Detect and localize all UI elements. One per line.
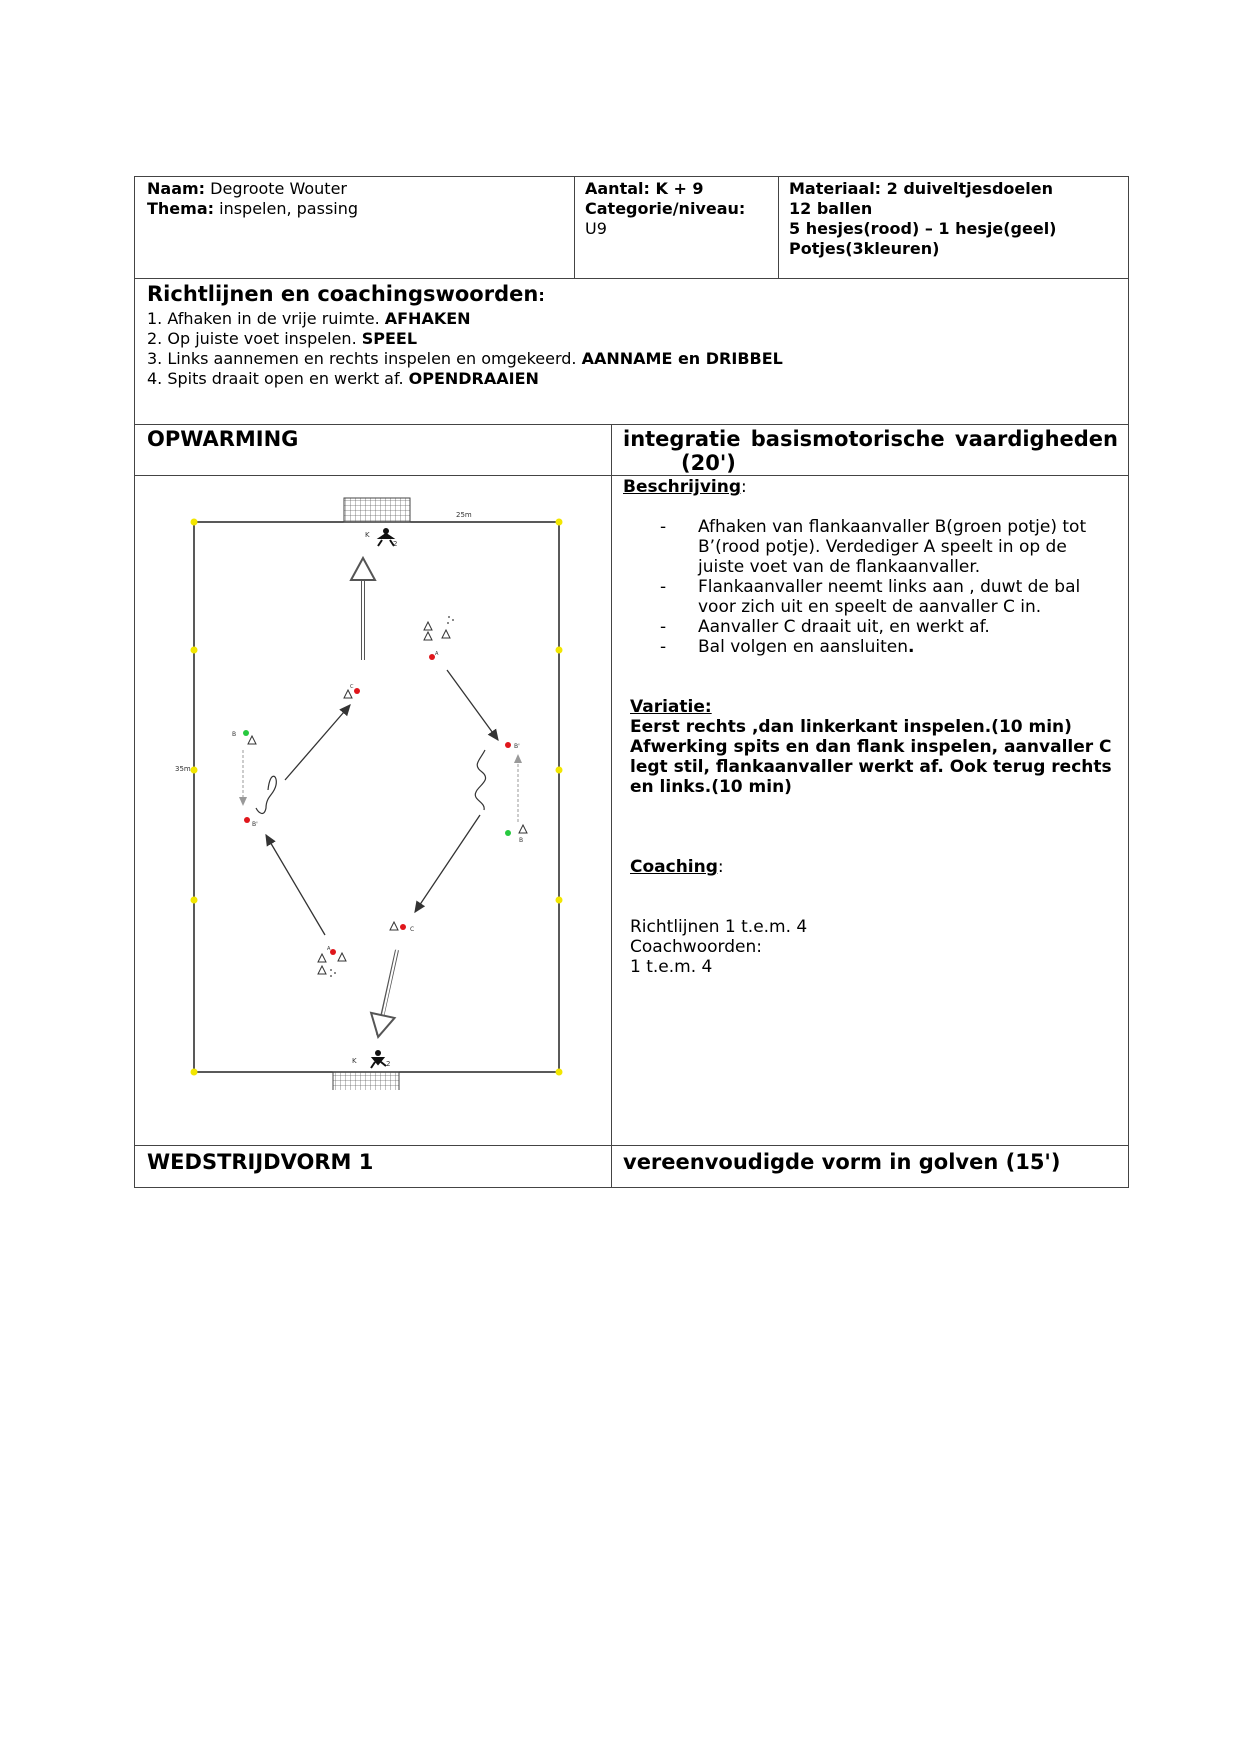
wedstrijd-subtitle: vereenvoudigde vorm in golven (15') [623, 1150, 1061, 1174]
svg-text:A: A [435, 651, 439, 657]
width-label: 25m [456, 511, 472, 519]
field-outline [194, 522, 559, 1072]
guidelines-title: Richtlijnen en coachingswoorden: [147, 282, 545, 306]
cone-marker [390, 922, 398, 930]
header-naam-thema [147, 179, 567, 219]
player-red [244, 817, 250, 823]
aantal-line: Aantal: K + 9 [585, 179, 704, 198]
table-border-right [1128, 176, 1129, 1188]
coaching-line: Coachwoorden: [630, 937, 762, 957]
materiaal-line: 5 hesjes(rood) – 1 hesje(geel) [789, 219, 1057, 238]
cone-marker [424, 622, 432, 630]
header-aantal-categorie [585, 179, 775, 239]
variatie-line: en links.(10 min) [630, 777, 792, 797]
player-green [505, 830, 511, 836]
pass-arrow [285, 705, 350, 780]
svg-text:B': B' [252, 821, 258, 828]
beschrijving-heading: Beschrijving: [623, 477, 747, 497]
warmup-subtitle-line: integratie basismotorische vaardigheden [623, 427, 1118, 451]
cone-marker [344, 690, 352, 698]
naam-line: Naam: Degroote Wouter [147, 179, 347, 198]
svg-text:K: K [352, 1057, 357, 1065]
svg-text:C: C [350, 684, 354, 690]
table-divider-col2 [778, 176, 779, 279]
yellow-cone [191, 767, 198, 774]
cone-marker [248, 736, 256, 744]
svg-text:K: K [365, 531, 370, 539]
guideline-item: 4. Spits draait open en werkt af. OPENDRAAIEN [147, 369, 539, 388]
yellow-cone [556, 897, 563, 904]
warmup-subtitle-line: (20') [681, 451, 736, 475]
pass-arrow [447, 670, 498, 740]
table-divider-center [611, 424, 612, 1188]
cone-marker [519, 825, 527, 833]
categorie-value: U9 [585, 219, 607, 238]
yellow-cone [191, 897, 198, 904]
guideline-item: 2. Op juiste voet inspelen. SPEEL [147, 329, 418, 348]
dribble-path [475, 750, 485, 810]
table-divider-wedstrijd [134, 1145, 1129, 1146]
coaching-heading: Coaching: [630, 857, 724, 877]
warmup-subtitle [623, 427, 1118, 475]
coaching-section [630, 857, 1120, 977]
player-red [330, 949, 336, 955]
svg-text:B': B' [514, 743, 520, 750]
players [232, 616, 527, 977]
variatie-line: Eerst rechts ,dan linkerkant inspelen.(10 min) [630, 717, 1072, 737]
table-divider-header [134, 278, 1129, 279]
dribble-path [256, 776, 276, 813]
table-divider-col1 [574, 176, 575, 279]
yellow-cone [556, 519, 563, 526]
wedstrijd-title: WEDSTRIJDVORM 1 [147, 1150, 374, 1174]
goal-top [344, 498, 410, 522]
beschrijving-item: - Flankaanvaller neemt links aan , duwt de bal voor zich uit en speelt de aanvaller C in. [630, 577, 1118, 617]
player-red [505, 742, 511, 748]
yellow-cone [556, 647, 563, 654]
header-materiaal [789, 179, 1124, 259]
cone-marker [442, 630, 450, 638]
cone-marker [318, 954, 326, 962]
yellow-cone [191, 1069, 198, 1076]
svg-text:A: A [327, 946, 331, 952]
materiaal-line: Materiaal: 2 duiveltjesdoelen [789, 179, 1053, 198]
player-red [400, 924, 406, 930]
yellow-cone [556, 767, 563, 774]
cone-marker [424, 632, 432, 640]
beschrijving-list [630, 517, 1118, 657]
svg-text:B: B [232, 731, 237, 738]
table-border-top [134, 176, 1129, 177]
guidelines-section [147, 281, 1117, 389]
yellow-cone [556, 1069, 563, 1076]
svg-text:B: B [519, 837, 524, 844]
svg-text:2: 2 [386, 1060, 391, 1068]
svg-text:2: 2 [393, 540, 398, 548]
categorie-label: Categorie/niveau: [585, 199, 746, 218]
coaching-line: 1 t.e.m. 4 [630, 957, 713, 977]
exercise-diagram [170, 490, 590, 1090]
shot-arrow-inner [379, 950, 397, 1033]
pass-arrow [266, 835, 325, 935]
materiaal-line: 12 ballen [789, 199, 873, 218]
yellow-cone [191, 647, 198, 654]
thema-line: Thema: inspelen, passing [147, 199, 359, 218]
goal-bottom [333, 1072, 399, 1090]
variatie-line: Afwerking spits en dan flank inspelen, aanvaller C [630, 737, 1112, 757]
player-green [243, 730, 249, 736]
table-divider-guidelines [134, 424, 1129, 425]
beschrijving-item: - Aanvaller C draait uit, en werkt af. [630, 617, 1118, 637]
guideline-item: 3. Links aannemen en rechts inspelen en omgekeerd. AANNAME en DRIBBEL [147, 349, 783, 368]
cone-marker [318, 966, 326, 974]
beschrijving-item: - Bal volgen en aansluiten. [630, 637, 1118, 657]
materiaal-line: Potjes(3kleuren) [789, 239, 940, 258]
table-border-bottom [134, 1187, 1129, 1188]
player-red [354, 688, 360, 694]
variatie-heading: Variatie: [630, 697, 712, 717]
guideline-item: 1. Afhaken in de vrije ruimte. AFHAKEN [147, 309, 471, 328]
goalkeeper-bottom [352, 1050, 390, 1068]
goalkeeper-top [365, 528, 397, 548]
svg-text:C: C [410, 926, 415, 933]
variatie-section [630, 697, 1120, 797]
coaching-line: Richtlijnen 1 t.e.m. 4 [630, 917, 808, 937]
boundary-cones [191, 519, 563, 1076]
table-border-left [134, 176, 135, 1188]
cone-marker [338, 953, 346, 961]
table-divider-warmup-title [134, 475, 1129, 476]
variatie-line: legt stil, flankaanvaller werkt af. Ook terug rechts [630, 757, 1112, 777]
warmup-title: OPWARMING [147, 427, 299, 451]
pass-arrow [415, 815, 480, 912]
height-label: 35m [175, 765, 191, 773]
yellow-cone [191, 519, 198, 526]
beschrijving-item: - Afhaken van flankaanvaller B(groen potje) tot B’(rood potje). Verdediger A speelt in op de juiste voet van de flankaanvaller. [630, 517, 1118, 577]
warmup-description [623, 477, 1118, 657]
